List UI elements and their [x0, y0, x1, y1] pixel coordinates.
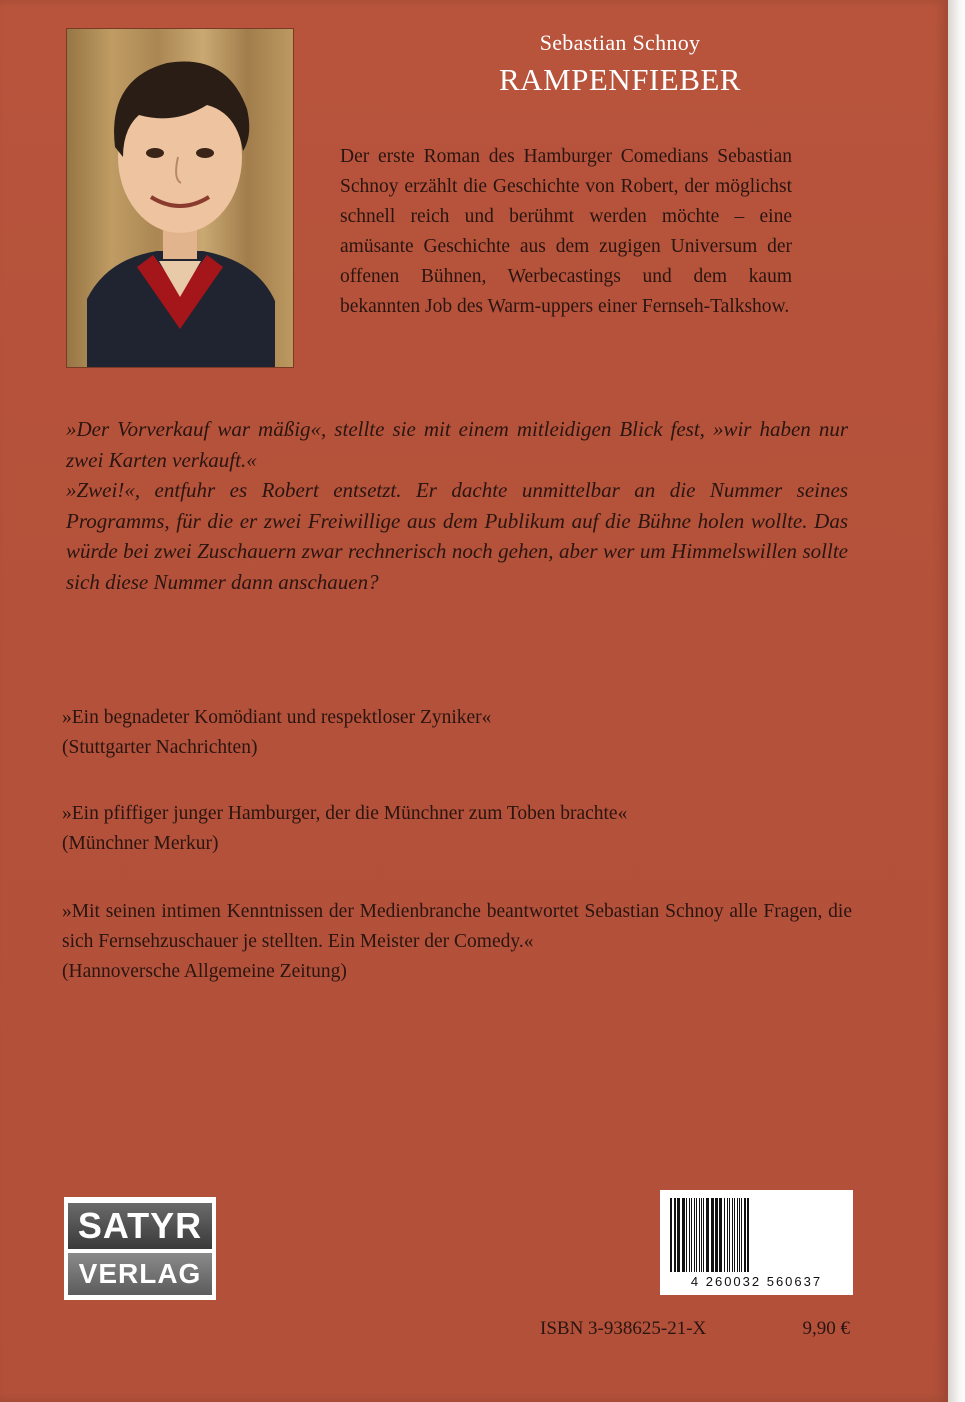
- review-text: »Mit seinen intimen Kenntnissen der Medienbranche beantwortet Sebastian Schnoy alle Fragen, die sich Fernsehzuschauer je stellten. Ein Meister der Comedy.«: [62, 901, 852, 952]
- review-source: (Münchner Merkur): [62, 833, 219, 854]
- review-quote: [62, 897, 852, 987]
- review-source: (Stuttgarter Nachrichten): [62, 737, 258, 758]
- review-text: »Ein pfiffiger junger Hamburger, der die Münchner zum Toben brachte«: [62, 803, 628, 824]
- isbn: ISBN 3-938625-21-X: [540, 1318, 707, 1339]
- barcode-digits: 4 260032 560637: [690, 1274, 823, 1289]
- excerpt-paragraph: »Der Vorverkauf war mäßig«, stellte sie mit einem mitleidigen Blick fest, »wir haben nur zwei Karten verkauft.«: [66, 417, 848, 472]
- price: 9,90 €: [802, 1318, 850, 1339]
- barcode-bars: [668, 1198, 845, 1272]
- review-quote: [62, 703, 852, 763]
- excerpt-paragraph: »Zwei!«, entfuhr es Robert entsetzt. Er dachte unmittelbar an die Nummer seines Programms, für die er zwei Freiwillige aus dem Publikum auf die Bühne holen wollte. Das würde bei zwei Zuschauern zwar rechnerisch noch gehen, aber wer um Himmelswillen sollte sich diese Nummer dann anschauen?: [66, 478, 848, 594]
- isbn-line: [540, 1318, 850, 1340]
- author-name: Sebastian Schnoy: [539, 30, 701, 55]
- book-title: RAMPENFIEBER: [499, 62, 741, 97]
- publisher-logo-bottom: VERLAG: [68, 1253, 212, 1295]
- page-edge: [948, 0, 965, 1402]
- publisher-logo-top: SATYR: [68, 1203, 212, 1249]
- publisher-logo: [64, 1197, 216, 1300]
- review-source: (Hannoversche Allgemeine Zeitung): [62, 961, 347, 982]
- excerpt: [66, 414, 848, 597]
- review-quote: [62, 799, 852, 859]
- author-photo: [66, 28, 294, 368]
- blurb-paragraph: Der erste Roman des Hamburger Comedians Sebastian Schnoy erzählt die Geschichte von Robert, der möglichst schnell reich und berühmt werden möchte – eine amüsante Geschichte aus dem zugigen Universum der offenen Bühnen, Werbecastings und dem kaum bekannten Job des Warm-uppers einer Fernseh-Talkshow.: [340, 146, 792, 317]
- barcode: [660, 1190, 853, 1295]
- review-text: »Ein begnadeter Komödiant und respektloser Zyniker«: [62, 707, 492, 728]
